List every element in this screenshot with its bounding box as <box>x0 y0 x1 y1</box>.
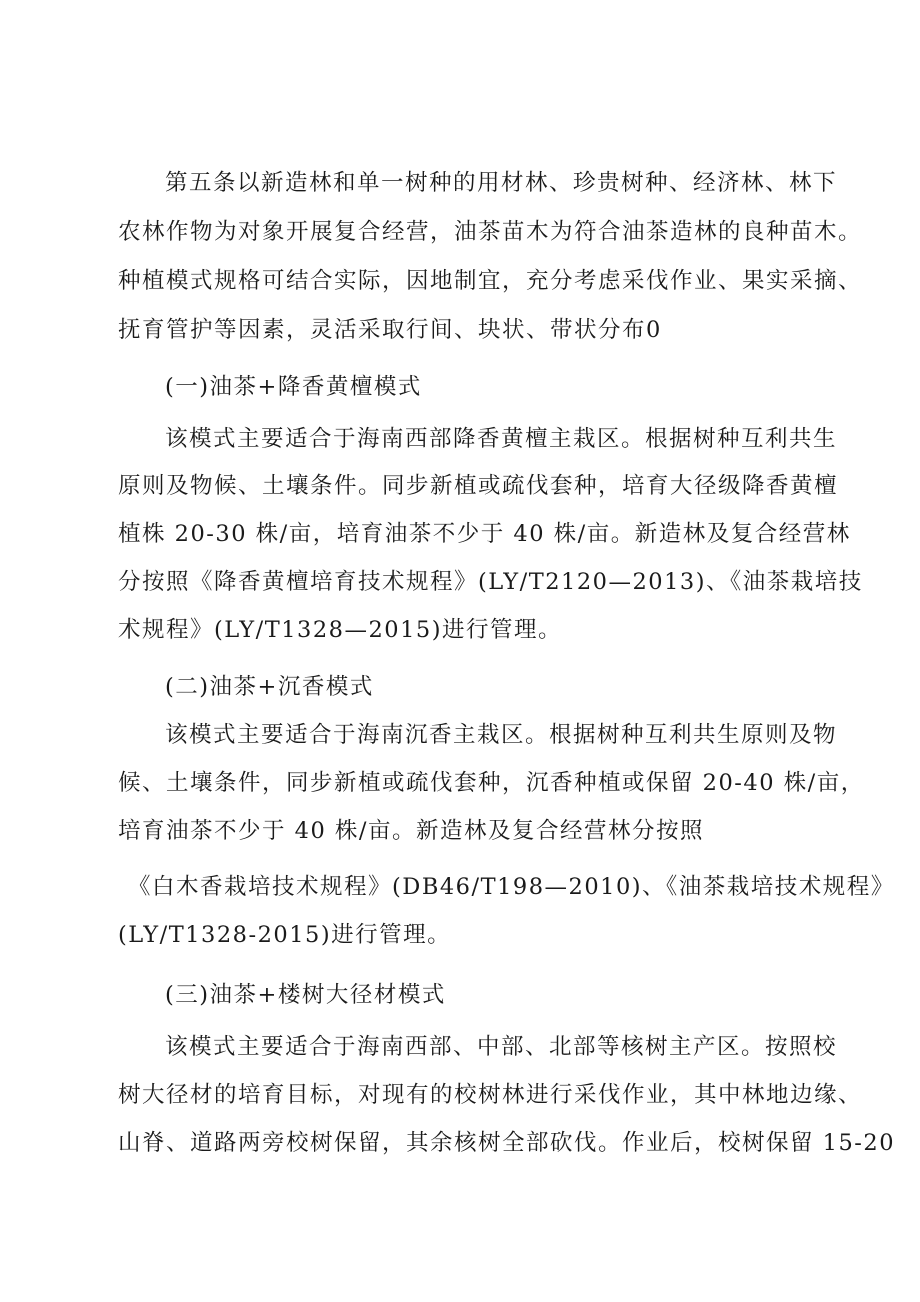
paragraph-line: 山脊、道路两旁校树保留，其余核树全部砍伐。作业后，校树保留 15-20 <box>118 1130 896 1156</box>
paragraph-line: 第五条以新造林和单一树种的用材林、珍贵树种、经济林、林下 <box>165 170 838 196</box>
paragraph-line: 农林作物为对象开展复合经营，油茶苗木为符合油茶造林的良种苗木。 <box>118 219 863 245</box>
paragraph-line: 候、土壤条件，同步新植或疏伐套种，沉香种植或保留 20-40 株/亩， <box>118 770 865 796</box>
section-heading: (一)油茶+降香黄檀模式 <box>165 374 422 400</box>
paragraph-line: 种植模式规格可结合实际，因地制宜，充分考虑采伐作业、果实采摘、 <box>118 268 863 294</box>
paragraph-line: 抚育管护等因素，灵活采取行间、块状、带状分布0 <box>118 317 662 343</box>
paragraph-line: (LY/T1328-2015)进行管理。 <box>118 922 452 948</box>
paragraph-line: 分按照《降香黄檀培育技术规程》(LY/T2120—2013)、《油茶栽培技 <box>118 569 863 595</box>
paragraph-line: 树大径材的培育目标，对现有的校树林进行采伐作业，其中林地边缘、 <box>118 1082 863 1108</box>
paragraph-line: 培育油茶不少于 40 株/亩。新造林及复合经营林分按照 <box>118 818 705 844</box>
paragraph-line: 原则及物候、土壤条件。同步新植或疏伐套种，培育大径级降香黄檀 <box>118 473 839 499</box>
section-heading: (三)油茶+楼树大径材模式 <box>165 982 446 1008</box>
paragraph-line: 该模式主要适合于海南西部、中部、北部等核树主产区。按照校 <box>165 1034 838 1060</box>
section-heading: (二)油茶+沉香模式 <box>165 674 374 700</box>
paragraph-line: 术规程》(LY/T1328—2015)进行管理。 <box>118 617 563 643</box>
paragraph-line: 该模式主要适合于海南沉香主栽区。根据树种互利共生原则及物 <box>165 722 838 748</box>
paragraph-line: 植株 20-30 株/亩，培育油茶不少于 40 株/亩。新造林及复合经营林 <box>118 521 851 547</box>
paragraph-line: 《白木香栽培技术规程》(DB46/T198—2010)、《油茶栽培技术规程》 <box>128 874 895 900</box>
paragraph-line: 该模式主要适合于海南西部降香黄檀主栽区。根据树种互利共生 <box>165 426 838 452</box>
